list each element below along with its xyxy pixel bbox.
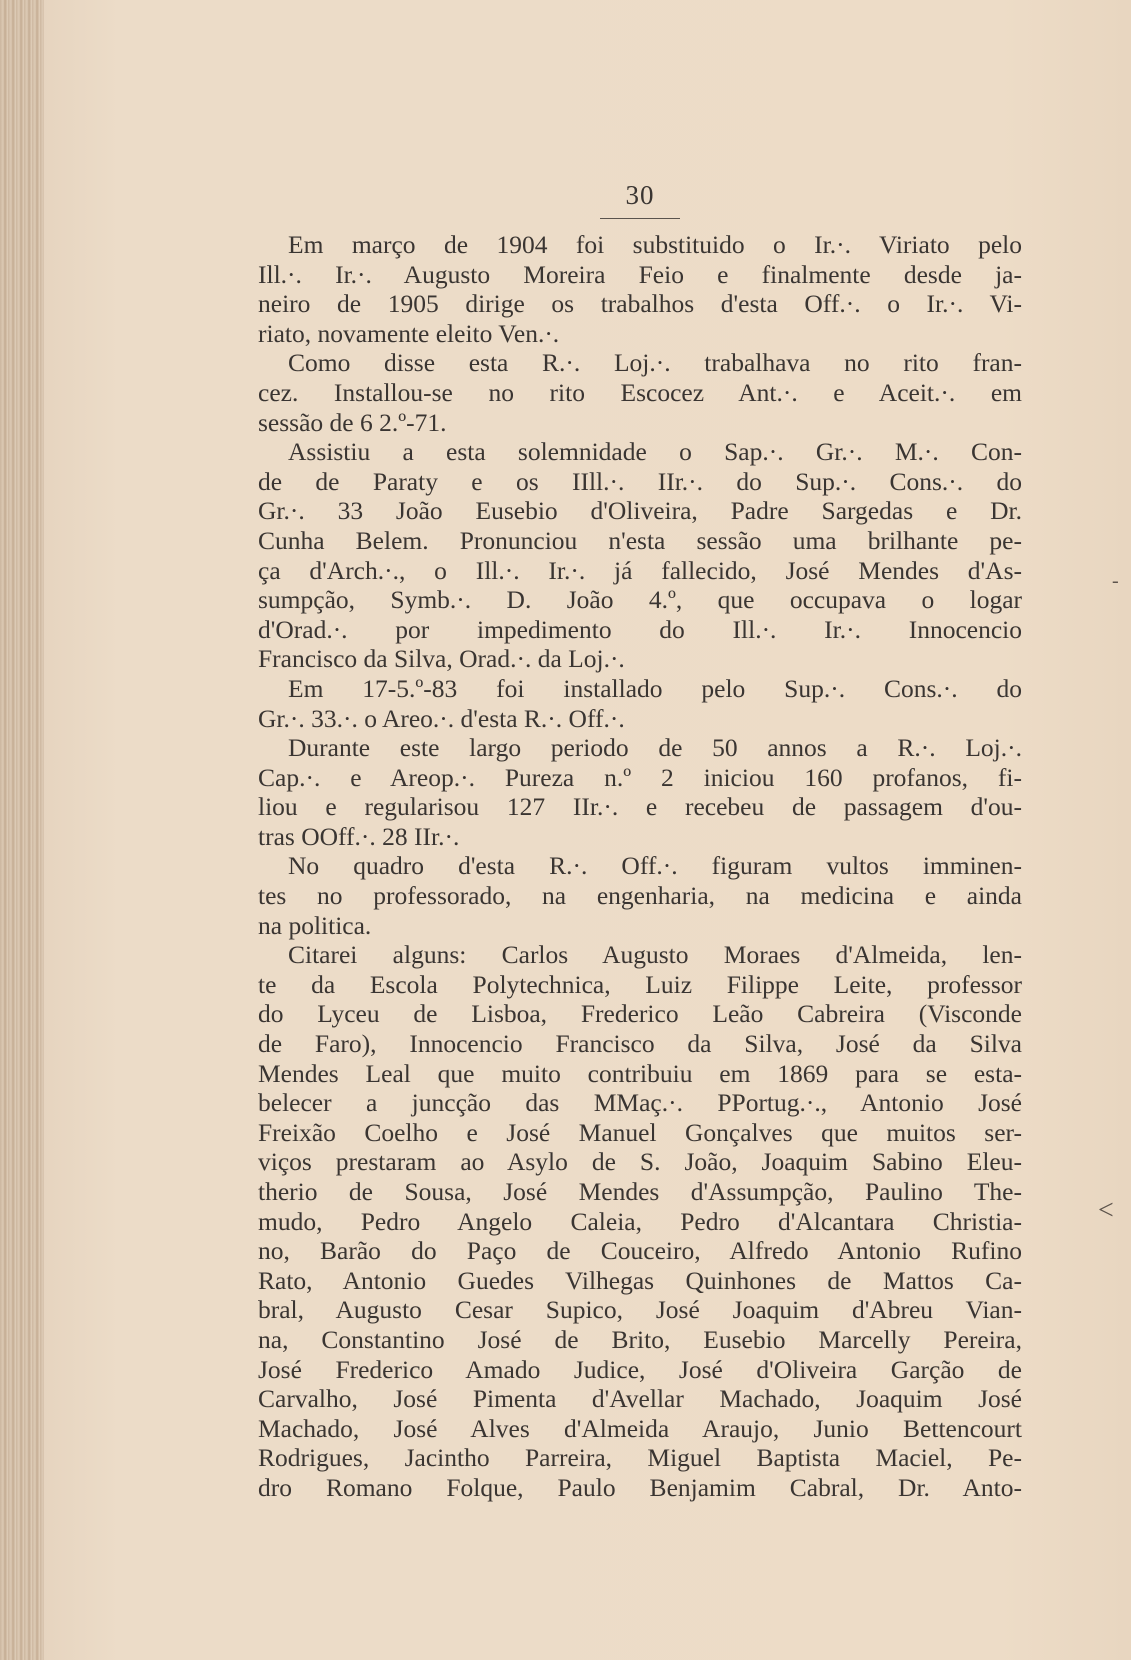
text-line: na, Constantino José de Brito, Eusebio Marcelly Pereira, <box>258 1324 1022 1354</box>
text-line: Carvalho, José Pimenta d'Avellar Machado, Joaquim José <box>258 1384 1022 1414</box>
text-line: de de Paraty e os IIll.·. IIr.·. do Sup.·. Cons.·. do <box>258 466 1022 496</box>
text-line: riato, novamente eleito Ven.·. <box>258 318 560 348</box>
text-line: Francisco da Silva, Orad.·. da Loj.·. <box>258 644 625 674</box>
text-line: therio de Sousa, José Mendes d'Assumpção, Paulino The- <box>258 1177 1022 1206</box>
text-line: ça d'Arch.·., o Ill.·. Ir.·. já fallecido, José Mendes d'As- <box>258 555 1022 585</box>
book-binding-edge <box>0 0 44 1660</box>
text-line: cez. Installou-se no rito Escocez Ant.·. e Aceit.·. em <box>258 377 1022 407</box>
text-line: Em 17-5.º-83 foi installado pelo Sup.·. Cons.·. do <box>288 673 1022 703</box>
text-line: Como disse esta R.·. Loj.·. trabalhava no rito fran- <box>288 348 1022 378</box>
text-line: No quadro d'esta R.·. Off.·. figuram vultos imminen- <box>288 851 1022 881</box>
margin-mark-upper: - <box>1112 570 1119 592</box>
text-line: dro Romano Folque, Paulo Benjamim Cabral, Dr. Anto- <box>258 1472 1022 1502</box>
page-number: 30 <box>625 180 655 210</box>
text-line: Rodrigues, Jacintho Parreira, Miguel Baptista Maciel, Pe- <box>258 1443 1022 1473</box>
text-line: sumpção, Symb.·. D. João 4.º, que occupava o logar <box>258 585 1022 615</box>
text-line: Cunha Belem. Pronunciou n'esta sessão uma brilhante pe- <box>258 525 1022 555</box>
text-line: Gr.·. 33 João Eusebio d'Oliveira, Padre Sargedas e Dr. <box>258 496 1022 526</box>
text-line: d'Orad.·. por impedimento do Ill.·. Ir.·. Innocencio <box>258 614 1022 644</box>
text-line: no, Barão do Paço de Couceiro, Alfredo Antonio Rufino <box>258 1236 1022 1266</box>
text-line: Gr.·. 33.·. o Areo.·. d'esta R.·. Off.·. <box>258 703 625 733</box>
text-line: do Lyceu de Lisboa, Frederico Leão Cabreira (Visconde <box>258 999 1022 1029</box>
text-line: Freixão Coelho e José Manuel Gonçalves que muitos ser- <box>258 1117 1022 1147</box>
text-line: de Faro), Innocencio Francisco da Silva, José da Silva <box>258 1029 1022 1059</box>
body-text <box>258 230 1022 1503</box>
text-line: bral, Augusto Cesar Supico, José Joaquim d'Abreu Vian- <box>258 1295 1022 1325</box>
text-line: Mendes Leal que muito contribuiu em 1869 para se esta- <box>258 1058 1022 1088</box>
text-line: liou e regularisou 127 IIr.·. e recebeu de passagem d'ou- <box>258 792 1022 822</box>
text-line: mudo, Pedro Angelo Caleia, Pedro d'Alcantara Christia- <box>258 1206 1022 1236</box>
text-line: sessão de 6 2.º-71. <box>258 407 447 437</box>
text-line: na politica. <box>258 910 372 940</box>
text-line: Rato, Antonio Guedes Vilhegas Quinhones de Mattos Ca- <box>258 1265 1022 1295</box>
text-line: Machado, José Alves d'Almeida Araujo, Junio Bettencourt <box>258 1413 1022 1443</box>
text-line: José Frederico Amado Judice, José d'Oliveira Garção de <box>258 1354 1022 1384</box>
text-line: Durante este largo periodo de 50 annos a R.·. Loj.·. <box>288 733 1022 763</box>
page-number-rule <box>600 218 680 219</box>
text-line: viços prestaram ao Asylo de S. João, Joaquim Sabino Eleu- <box>258 1147 1022 1177</box>
text-line: Assistiu a esta solemnidade o Sap.·. Gr.·. M.·. Con- <box>288 437 1022 467</box>
text-line: Ill.·. Ir.·. Augusto Moreira Feio e finalmente desde ja- <box>258 259 1022 289</box>
text-line: Cap.·. e Areop.·. Pureza n.º 2 iniciou 160 profanos, fi- <box>258 762 1022 792</box>
margin-mark-lower: < <box>1098 1195 1114 1226</box>
text-line: Em março de 1904 foi substituido o Ir.·. Viriato pelo <box>288 230 1022 259</box>
text-line: neiro de 1905 dirige os trabalhos d'esta Off.·. o Ir.·. Vi- <box>258 289 1022 319</box>
text-line: tes no professorado, na engenharia, na medicina e ainda <box>258 881 1022 911</box>
text-line: Citarei alguns: Carlos Augusto Moraes d'Almeida, len- <box>288 940 1022 970</box>
text-line: te da Escola Polytechnica, Luiz Filippe Leite, professor <box>258 969 1022 999</box>
text-line: belecer a juncção das MMaç.·. PPortug.·., Antonio José <box>258 1088 1022 1118</box>
text-line: tras OOff.·. 28 IIr.·. <box>258 821 460 851</box>
